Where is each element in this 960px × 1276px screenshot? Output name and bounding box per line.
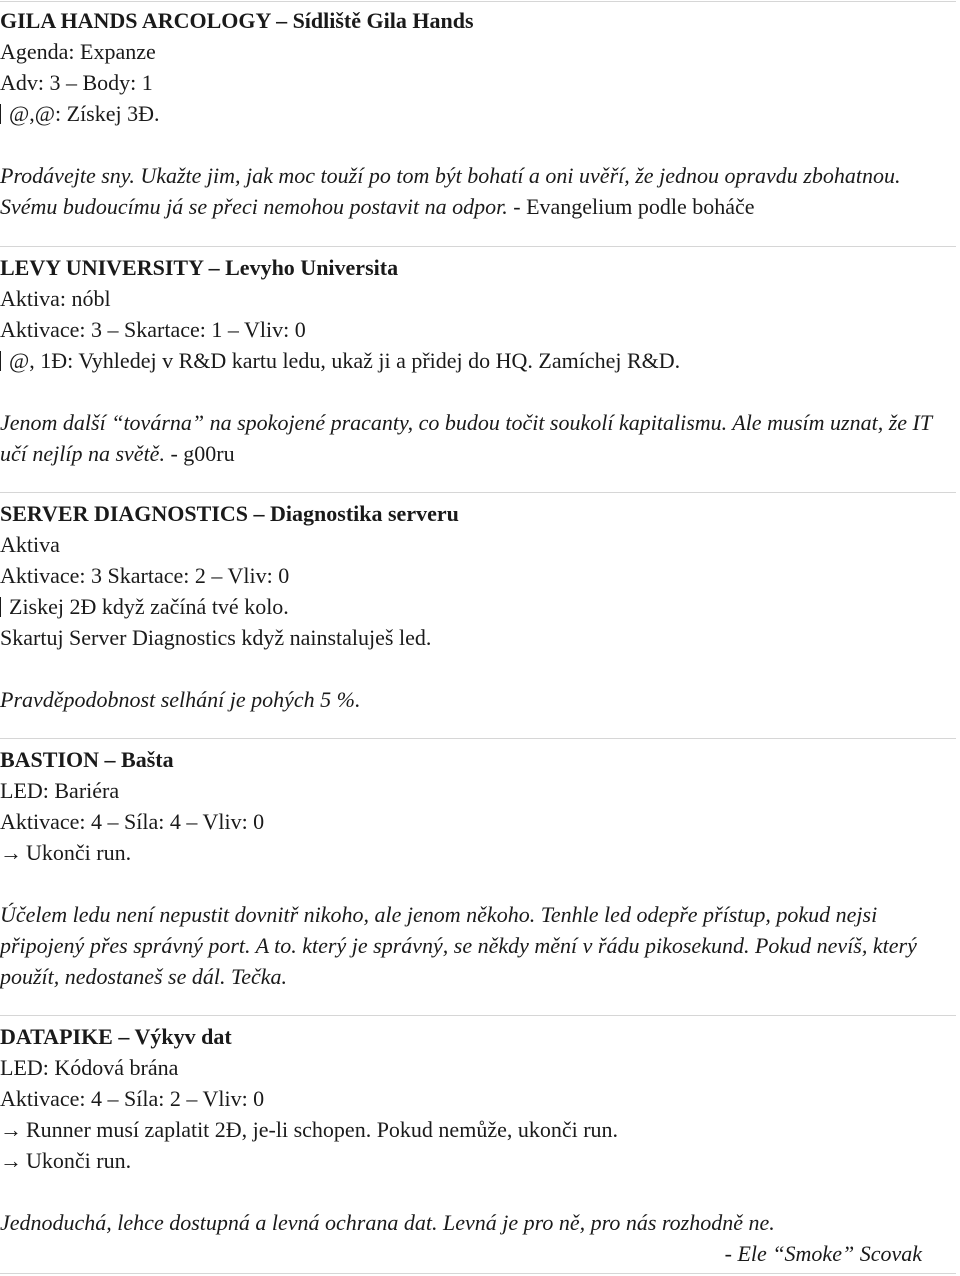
click-bar-icon: [0, 104, 1, 124]
divider: [0, 738, 956, 739]
subroutine: [0, 837, 960, 868]
flavor-italic: Účelem ledu není nepustit dovnitř nikoho, ale jenom někoho.: [0, 902, 536, 927]
divider: [0, 1273, 956, 1274]
subroutine-text: Runner musí zaplatit 2Đ, je-li schopen. Pokud nemůže, ukonči run.: [26, 1117, 619, 1142]
card-levy-university: [0, 252, 960, 469]
card-title: SERVER DIAGNOSTICS – Diagnostika serveru: [0, 501, 459, 526]
subroutine: [0, 1114, 960, 1145]
divider: [0, 492, 956, 493]
subroutine-text: Ukonči run.: [26, 1148, 132, 1173]
card-type: LED: Bariéra: [0, 778, 120, 803]
card-stats: Aktivace: 4 – Síla: 2 – Vliv: 0: [0, 1086, 265, 1111]
flavor-italic: Jednoduchá,: [0, 1210, 112, 1235]
flavor-italic: Prodávejte sny. Ukažte jim, jak moc touží po tom být bohatí a oni uvěří, že jednou opravdu zbohatnou. Svému budoucímu já se přeci nemohou postavit na odpor.: [0, 163, 901, 219]
ability-text: @, 1Đ: Vyhledej v R&D kartu ledu, ukaž ji a přidej do HQ. Zamíchej R&D.: [9, 348, 681, 373]
flavor-text: [0, 899, 952, 992]
flavor-attribution: - Evangelium podle boháče: [507, 194, 755, 219]
card-title: BASTION – Bašta: [0, 747, 174, 772]
subroutine-text: Ukonči run.: [26, 840, 132, 865]
subroutine-arrow-icon: →: [0, 1117, 22, 1142]
ability-text: @,@: Získej 3Đ.: [9, 101, 160, 126]
card-title: GILA HANDS ARCOLOGY – Sídliště Gila Hands: [0, 8, 474, 33]
flavor-rest: lehce dostupná a levná ochrana dat. Levná je pro ně, pro nás rozhodně ne.: [111, 1210, 775, 1235]
card-stats: Aktivace: 3 Skartace: 2 – Vliv: 0: [0, 563, 290, 588]
card-server-diagnostics: [0, 498, 960, 715]
flavor-text: [0, 1207, 960, 1238]
card-ability: [0, 98, 960, 129]
card-ability: [0, 345, 960, 376]
card-bastion: [0, 744, 960, 992]
flavor-attribution: - g00ru: [164, 441, 235, 466]
card-datapike: [0, 1021, 960, 1269]
card-title: DATAPIKE – Výkyv dat: [0, 1024, 232, 1049]
subroutine-arrow-icon: →: [0, 840, 22, 865]
subroutine-arrow-icon: →: [0, 1148, 22, 1173]
click-bar-icon: [0, 597, 1, 617]
card-type: Agenda: Expanze: [0, 39, 156, 64]
card-stats: Adv: 3 – Body: 1: [0, 70, 153, 95]
divider: [0, 1015, 956, 1016]
flavor-text: Pravděpodobnost selhání je pohých 5 %.: [0, 687, 361, 712]
flavor-text: [0, 407, 952, 469]
card-stats: Aktivace: 3 – Skartace: 1 – Vliv: 0: [0, 317, 306, 342]
card-title: LEVY UNIVERSITY – Levyho Universita: [0, 255, 399, 280]
flavor-rest: Tenhle led odepře přístup, pokud nejsi připojený přes správný port. A to. který je správný, se někdy mění v řádu pikosekund. Pokud nevíš, který použít, nedostaneš se dál. Tečka.: [0, 902, 917, 989]
card-type: Aktiva: [0, 532, 60, 557]
divider: [0, 246, 956, 247]
divider: [0, 1, 956, 2]
card-stats: Aktivace: 4 – Síla: 4 – Vliv: 0: [0, 809, 265, 834]
card-ability: [0, 591, 960, 622]
click-bar-icon: [0, 351, 1, 371]
card-ability-2: Skartuj Server Diagnostics když nainstaluješ led.: [0, 625, 432, 650]
subroutine: [0, 1145, 960, 1176]
card-type: Aktiva: nóbl: [0, 286, 111, 311]
ability-text: Ziskej 2Đ když začíná tvé kolo.: [9, 594, 289, 619]
flavor-italic: Jenom další “továrna” na spokojené pracanty, co budou točit soukolí kapitalismu. Ale musím uznat, že IT učí nejlíp na světě.: [0, 410, 932, 466]
flavor-text: [0, 160, 952, 222]
card-type: LED: Kódová brána: [0, 1055, 179, 1080]
flavor-attribution: - Ele “Smoke” Scovak: [724, 1241, 922, 1266]
card-gila-hands: [0, 5, 960, 222]
